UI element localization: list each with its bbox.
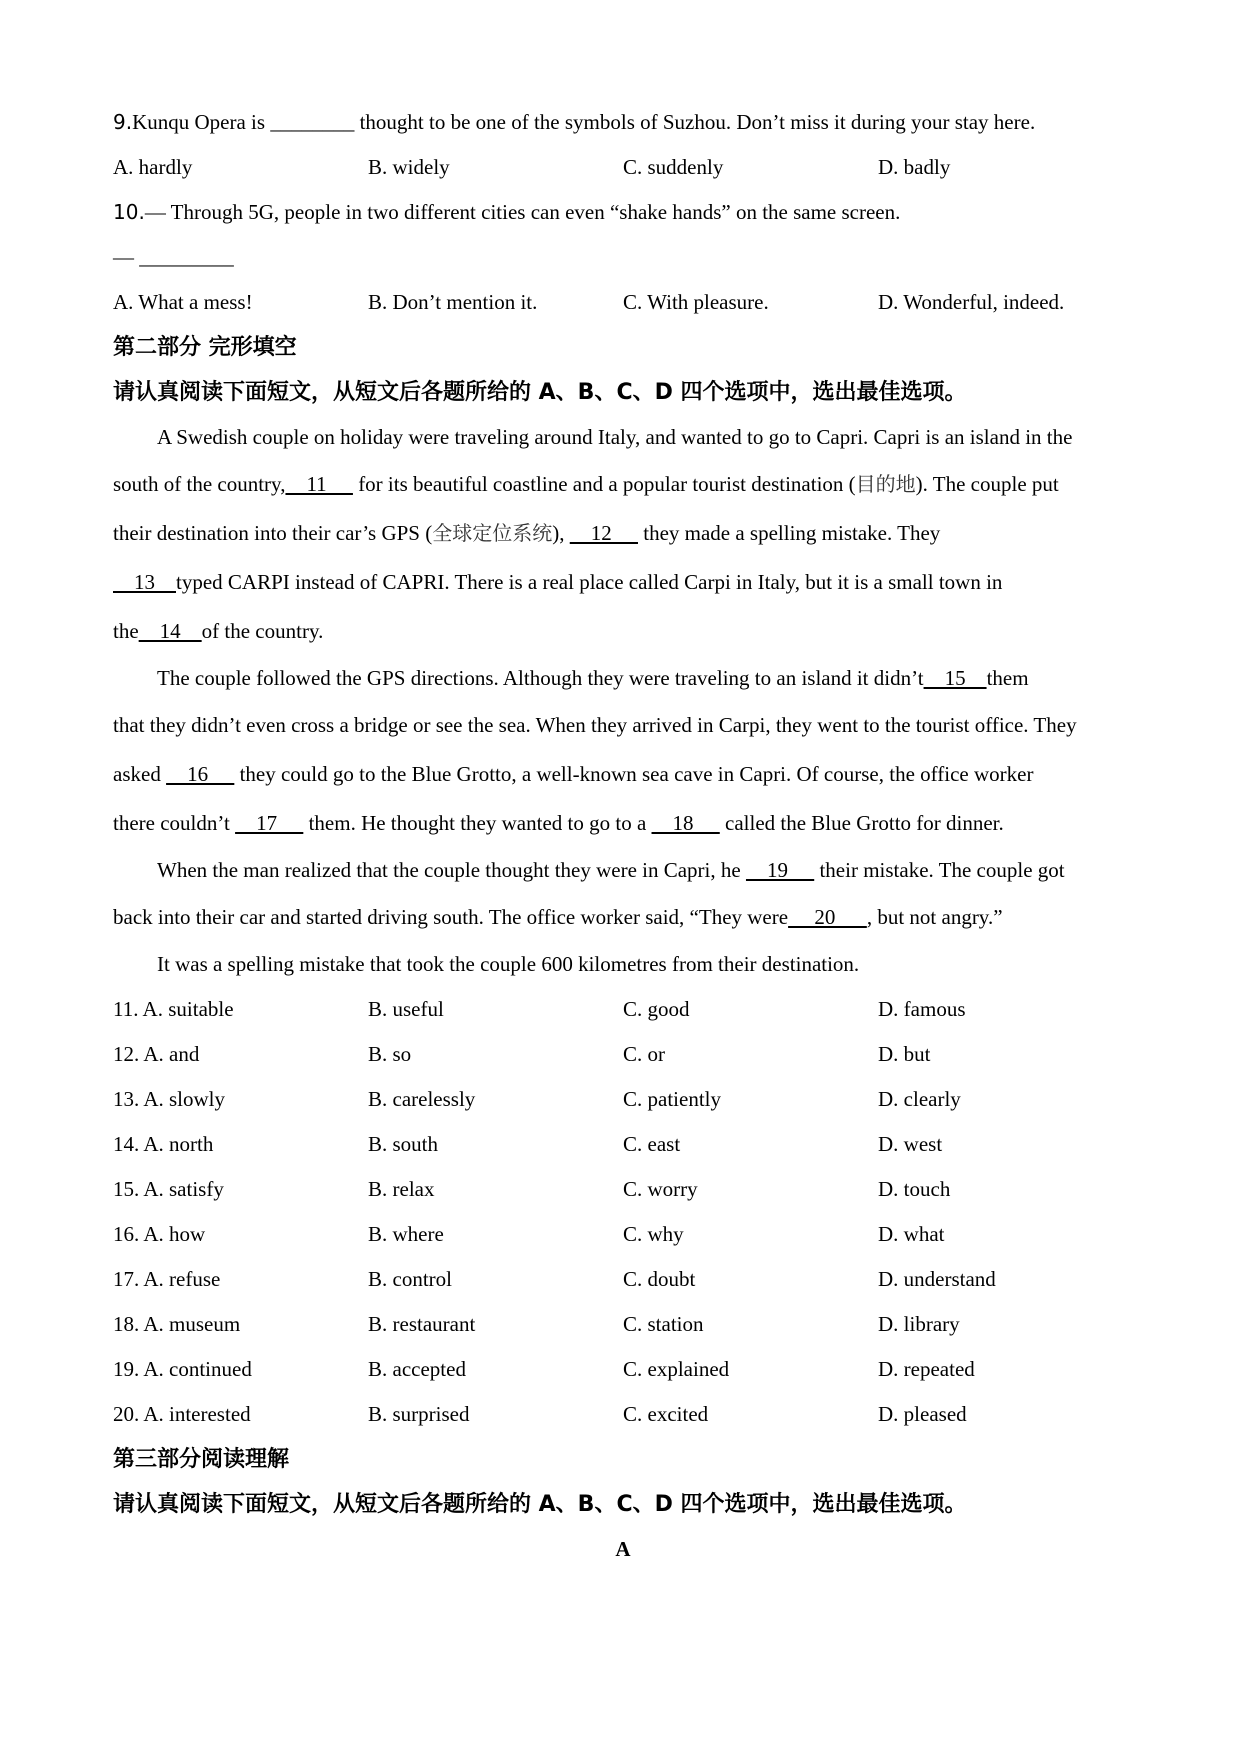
option-d: D. library [878,1312,960,1336]
passage-text: they could go to the Blue Grotto, a well-known sea cave in Capri. Of course, the office worker [234,762,1034,786]
option-row [113,1257,1133,1302]
option-b: B. where [368,1222,444,1246]
option-row [113,1077,1133,1122]
option-d: D. understand [878,1267,996,1291]
option-c: C. station [623,1312,704,1336]
option-a: 12. A. and [113,1042,200,1066]
option-b: B. surprised [368,1402,470,1426]
blank-16: 16 [166,762,235,786]
option-c: C. explained [623,1357,730,1381]
exam-page [113,100,1133,1572]
option-c: C. patiently [623,1087,721,1111]
option-d: D. Wonderful, indeed. [878,290,1065,314]
option-d: D. famous [878,997,966,1021]
option-b: B. accepted [368,1357,466,1381]
option-c: C. east [623,1132,681,1156]
passage-text: they made a spelling mistake. They [637,521,941,545]
passage-line [113,509,1133,558]
part3-title: 第三部分阅读理解 [113,1447,290,1472]
option-c: C. worry [623,1177,698,1201]
question-9-options [113,145,1133,190]
question-text: Kunqu Opera is ________ thought to be one of the symbols of Suzhou. Don’t miss it during your stay here. [132,110,1036,134]
passage-line [113,656,1133,701]
part3-instruction: 请认真阅读下面短文，从短文后各题所给的 A、B、C、D 四个选项中，选出最佳选项。 [113,1492,967,1517]
option-a: 11. A. suitable [113,997,234,1021]
passage-line: It was a spelling mistake that took the couple 600 kilometres from their destination. [157,952,860,976]
cloze-passage [113,415,1133,987]
option-a: 14. A. north [113,1132,214,1156]
passage-line [113,607,1133,656]
section-label: A [615,1537,631,1561]
passage-text: the [113,619,139,643]
option-c: C. or [623,1042,665,1066]
option-d: D. clearly [878,1087,961,1111]
option-c: C. good [623,997,690,1021]
passage-text: them [986,666,1029,690]
blank-19: 19 [745,858,815,882]
option-b: B. carelessly [368,1087,476,1111]
passage-text: back into their car and started driving south. The office worker said, “They were [113,905,789,929]
part2-instruction: 请认真阅读下面短文，从短文后各题所给的 A、B、C、D 四个选项中，选出最佳选项。 [113,380,967,405]
passage-text: them. He thought they wanted to go to a [303,811,652,835]
option-b: B. south [368,1132,439,1156]
option-b: B. useful [368,997,444,1021]
option-c: C. suddenly [623,155,724,179]
option-row [113,1122,1133,1167]
passage-text: asked [113,762,167,786]
option-b: B. widely [368,155,450,179]
blank-11: 11 [285,472,353,496]
option-row [113,1167,1133,1212]
passage-line: A Swedish couple on holiday were traveling around Italy, and wanted to go to Capri. Capri is an island in the [157,425,1073,449]
option-d: D. badly [878,155,951,179]
passage-text: south of the country, [113,472,286,496]
blank-17: 17 [235,811,304,835]
passage-annotation: 全球定位系统 [432,521,553,545]
option-d: D. west [878,1132,943,1156]
passage-text: , but not angry.” [866,905,1003,929]
part2-title: 第二部分 完形填空 [113,335,297,360]
option-row [113,1347,1133,1392]
option-a: 16. A. how [113,1222,206,1246]
blank-18: 18 [651,811,720,835]
question-10-options [113,280,1133,325]
option-b: B. relax [368,1177,435,1201]
passage-text: ). The couple put [915,472,1059,496]
option-d: D. but [878,1042,931,1066]
option-row [113,1212,1133,1257]
option-b: B. restaurant [368,1312,476,1336]
blank-13: 13 [113,570,176,594]
passage-annotation: 目的地 [855,472,916,496]
option-a: 15. A. satisfy [113,1177,224,1201]
blank-12: 12 [569,521,638,545]
option-row [113,1392,1133,1437]
passage-text: typed CARPI instead of CAPRI. There is a real place called Carpi in Italy, but it is a small town in [176,570,1003,594]
option-a: A. What a mess! [113,290,253,314]
blank-20: 20 [788,905,867,929]
option-row [113,987,1133,1032]
option-a: 17. A. refuse [113,1267,221,1291]
question-10-stem [113,190,1133,235]
passage-text: The couple followed the GPS directions. Although they were traveling to an island it didn’t [157,666,924,690]
passage-text: of the country. [201,619,324,643]
question-number: 9. [113,110,133,134]
passage-text: their mistake. The couple got [814,858,1065,882]
passage-line [113,799,1133,848]
passage-text: called the Blue Grotto for dinner. [719,811,1004,835]
passage-text: ), [552,521,570,545]
question-9-stem [113,100,1133,145]
option-c: C. With pleasure. [623,290,769,314]
option-b: B. Don’t mention it. [368,290,538,314]
option-d: D. pleased [878,1402,967,1426]
option-a: A. hardly [113,155,193,179]
passage-text: for its beautiful coastline and a popular tourist destination ( [352,472,856,496]
option-a: 13. A. slowly [113,1087,226,1111]
option-c: C. doubt [623,1267,696,1291]
option-d: D. repeated [878,1357,975,1381]
option-b: B. control [368,1267,452,1291]
option-a: 19. A. continued [113,1357,252,1381]
passage-line [113,460,1133,509]
option-c: C. why [623,1222,684,1246]
option-a: 18. A. museum [113,1312,241,1336]
option-c: C. excited [623,1402,709,1426]
question-text: — Through 5G, people in two different cities can even “shake hands” on the same screen. [144,200,901,224]
question-10-reply: — _________ [113,245,234,269]
passage-line [113,893,1133,942]
option-a: 20. A. interested [113,1402,251,1426]
passage-text: there couldn’t [113,811,236,835]
passage-line [113,848,1133,893]
passage-text: their destination into their car’s GPS ( [113,521,433,545]
blank-14: 14 [138,619,202,643]
option-row [113,1032,1133,1077]
option-d: D. touch [878,1177,951,1201]
passage-line [113,750,1133,799]
question-number: 10. [113,200,145,224]
passage-line [113,558,1133,607]
passage-line: that they didn’t even cross a bridge or see the sea. When they arrived in Carpi, they went to the tourist office. They [113,713,1077,737]
option-d: D. what [878,1222,945,1246]
passage-text: When the man realized that the couple thought they were in Capri, he [157,858,746,882]
option-b: B. so [368,1042,412,1066]
blank-15: 15 [923,666,987,690]
cloze-options [113,987,1133,1437]
option-row [113,1302,1133,1347]
